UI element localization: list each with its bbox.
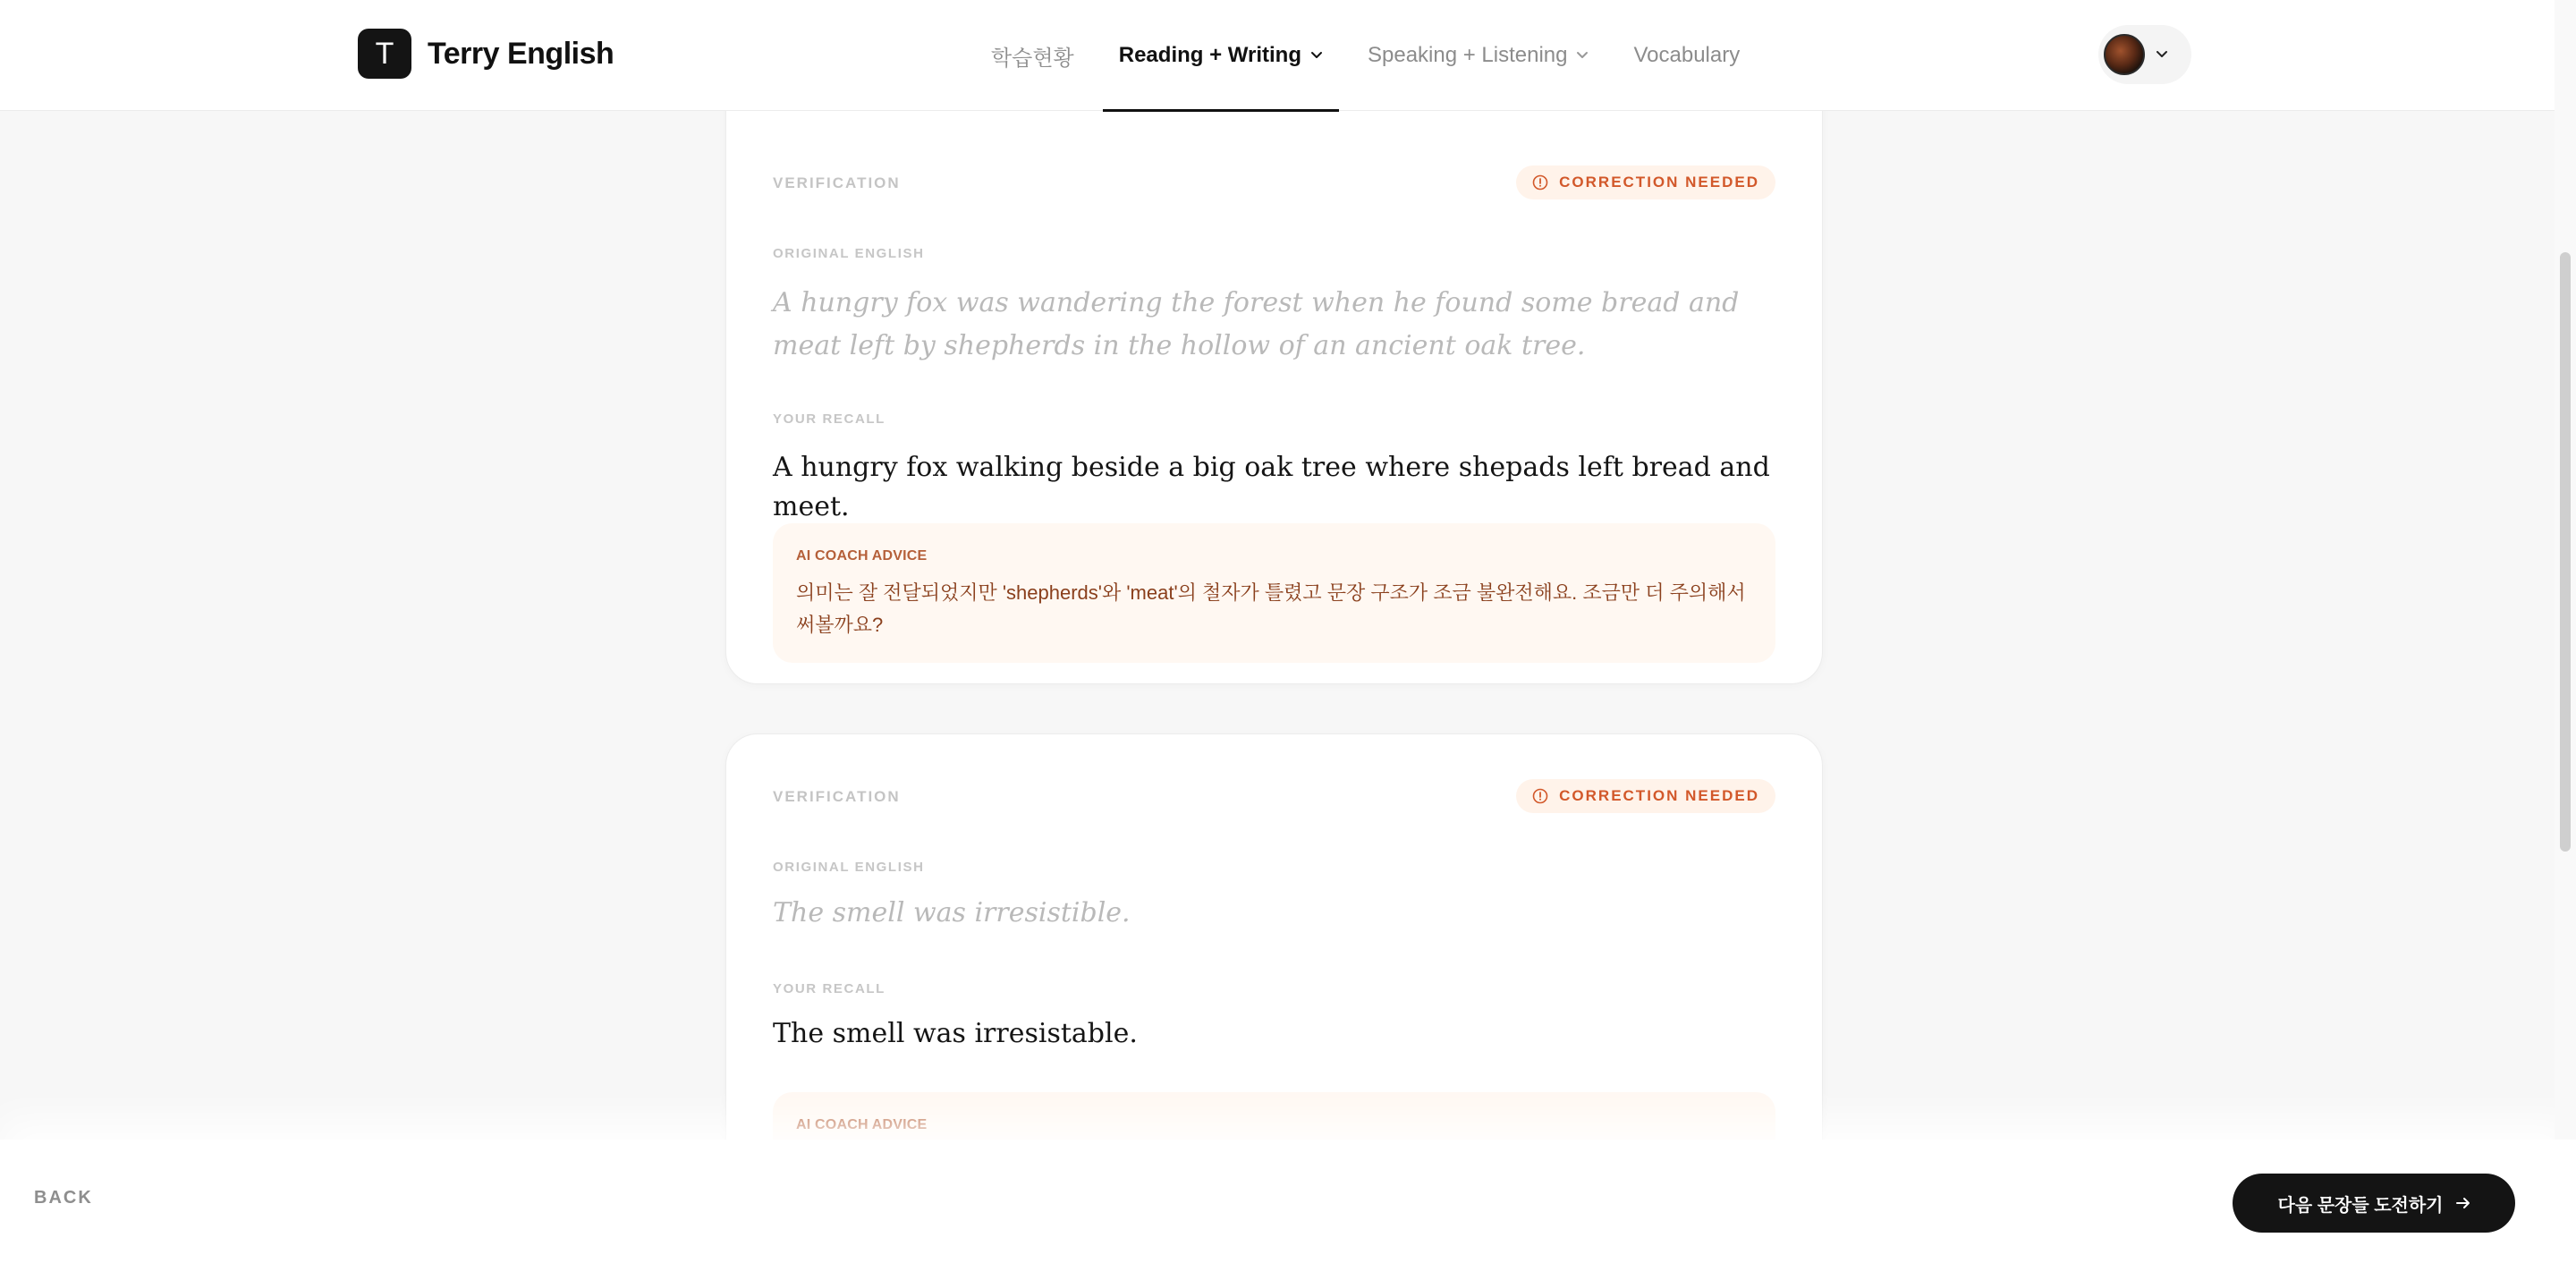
- ai-coach-advice-label: AI COACH ADVICE: [796, 1117, 928, 1132]
- top-header: [0, 0, 2576, 111]
- nav-item-reading-writing[interactable]: [1103, 0, 1339, 111]
- nav-item-label: Vocabulary: [1633, 43, 1741, 67]
- avatar: [2104, 34, 2145, 75]
- nav-item-vocabulary[interactable]: [1617, 0, 1756, 111]
- original-english-text: A hungry fox was wandering the forest when he found some bread and meat left by shepherds in the hollow of an ancient oak tree.: [773, 287, 1740, 361]
- next-sentences-label: 다음 문장들 도전하기: [2277, 1195, 2444, 1216]
- ai-coach-advice-label: AI COACH ADVICE: [796, 548, 928, 564]
- ai-coach-advice-text: 의미는 잘 전달되었지만 'shepherds'와 'meat'의 철자가 틀렸고 문장 구조가 조금 불완전해요. 조금만 더 주의해서 써볼까요?: [796, 581, 1746, 636]
- profile-menu-button[interactable]: [2098, 25, 2191, 84]
- chevron-down-icon: [1310, 51, 1323, 60]
- bottom-action-bar: [0, 1140, 2576, 1263]
- nav-item-label: Reading + Writing: [1118, 43, 1301, 67]
- arrow-right-icon: [2456, 1197, 2470, 1209]
- status-badge: [1516, 779, 1775, 813]
- brand-name: Terry English: [428, 36, 614, 71]
- scrollbar-track[interactable]: [2555, 0, 2576, 1140]
- verification-label: VERIFICATION: [773, 788, 901, 805]
- chevron-down-icon: [1576, 51, 1589, 60]
- your-recall-label: YOUR RECALL: [773, 411, 886, 427]
- chevron-down-icon: [2156, 50, 2168, 59]
- nav-item-label: Speaking + Listening: [1367, 43, 1568, 67]
- main-nav: [975, 0, 1756, 111]
- your-recall-text: The smell was irresistable.: [773, 1018, 1138, 1049]
- ai-coach-advice: [773, 1092, 1775, 1140]
- original-english-label: ORIGINAL ENGLISH: [773, 246, 925, 261]
- verification-list[interactable]: [0, 111, 2576, 1140]
- status-badge-text: CORRECTION NEEDED: [1559, 174, 1759, 191]
- scrollbar-thumb[interactable]: [2560, 252, 2571, 852]
- verification-label: VERIFICATION: [773, 174, 901, 191]
- nav-item-learning-status[interactable]: [975, 0, 1090, 111]
- your-recall-label: YOUR RECALL: [773, 981, 886, 996]
- alert-circle-icon: [1532, 174, 1548, 191]
- status-badge: [1516, 165, 1775, 199]
- back-button[interactable]: BACK: [34, 1188, 93, 1208]
- verification-card: [725, 733, 1823, 1140]
- ai-coach-advice: [773, 523, 1775, 663]
- nav-item-speaking-listening[interactable]: [1352, 0, 1606, 111]
- status-badge-text: CORRECTION NEEDED: [1559, 787, 1759, 804]
- next-sentences-button[interactable]: [2233, 1174, 2515, 1233]
- your-recall-text: A hungry fox walking beside a big oak tree where shepads left bread and meet.: [773, 452, 1770, 522]
- nav-item-label: 학습현황: [991, 46, 1074, 71]
- original-english-label: ORIGINAL ENGLISH: [773, 860, 925, 875]
- alert-circle-icon: [1532, 788, 1548, 804]
- original-english-text: The smell was irresistible.: [773, 897, 1131, 928]
- brand[interactable]: [358, 29, 614, 79]
- brand-logo: T: [358, 29, 411, 79]
- verification-card: [725, 111, 1823, 684]
